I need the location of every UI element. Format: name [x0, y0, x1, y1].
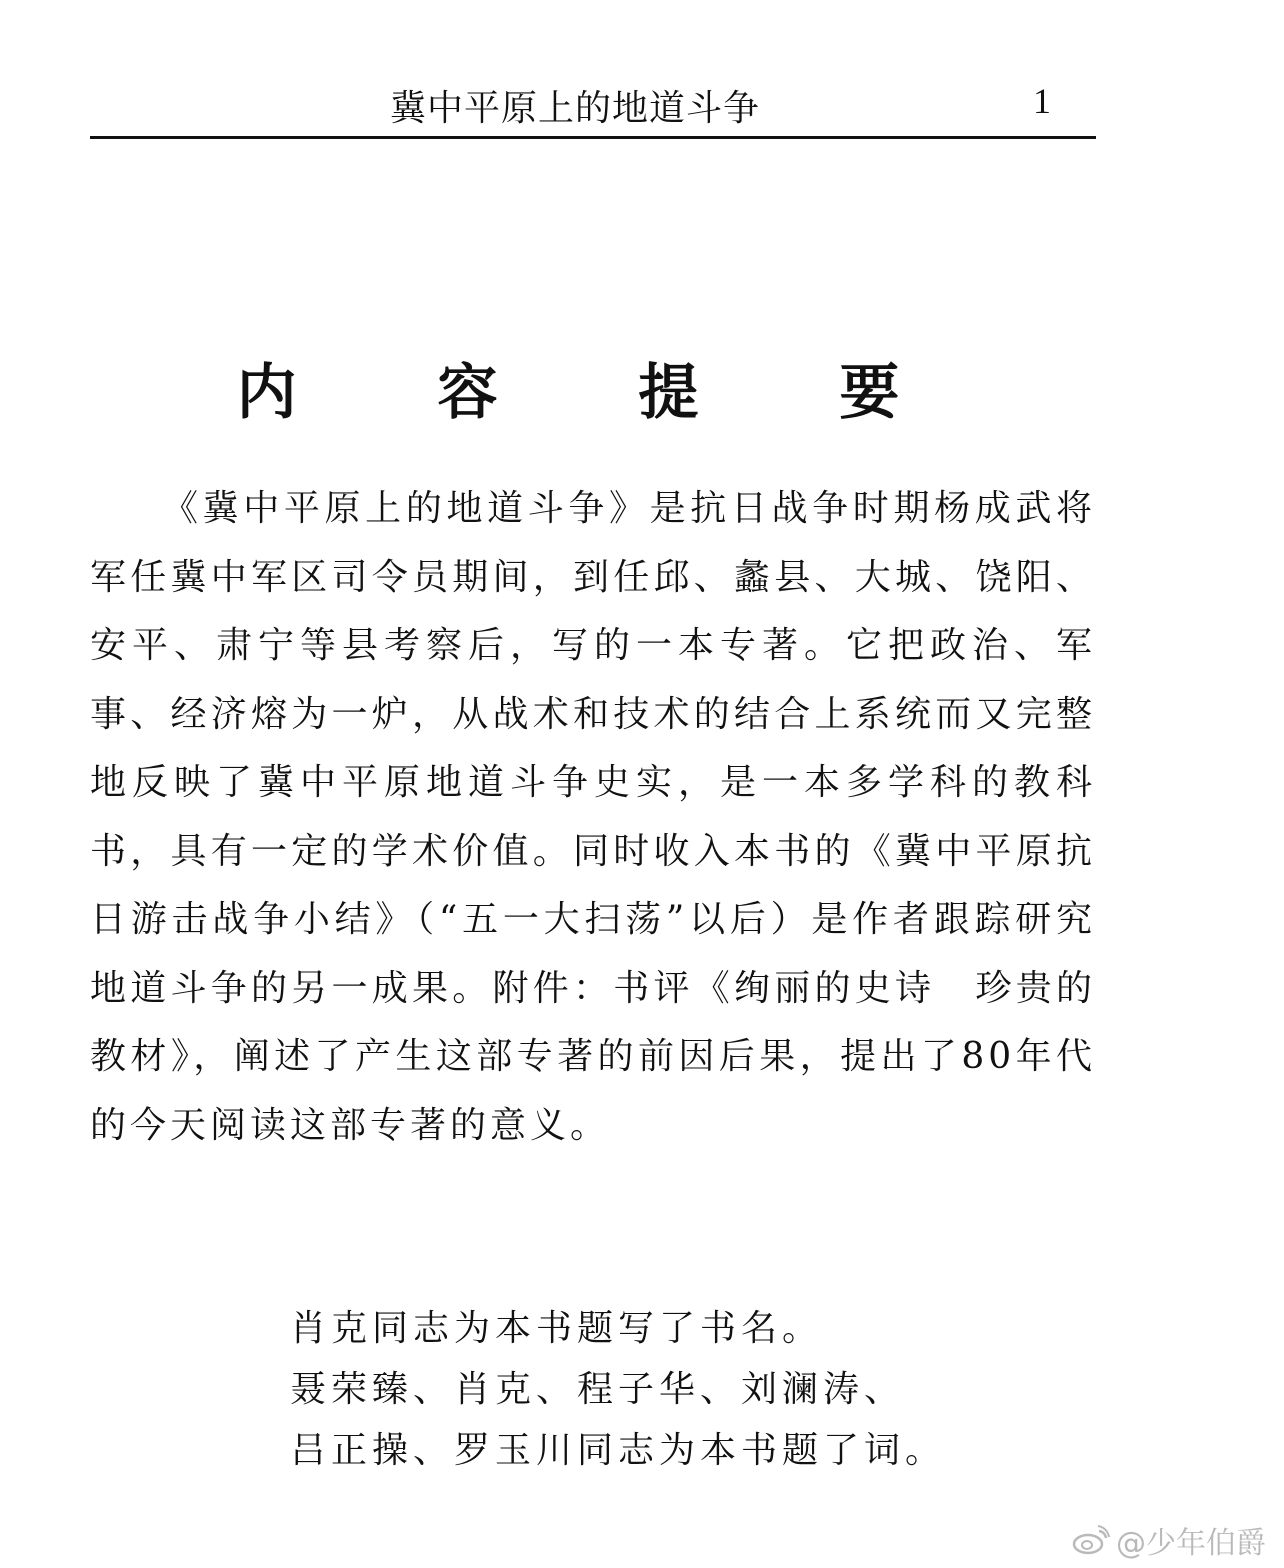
section-title: 内 容 提 要	[236, 358, 960, 428]
watermark-text: @少年伯爵	[1116, 1526, 1266, 1561]
running-title: 冀中平原上的地道斗争	[390, 88, 761, 129]
abstract-paragraph: 《冀中平原上的地道斗争》是抗日战争时期杨成武将军任冀中军区司令员期间，到任邱、蠡县、大城、饶阳、安平、肃宁等县考察后，写的一本专著。它把政治、军事、经济熔为一炉，从战术和技术的结合上系统而又完整地反映了冀中平原地道斗争史实，是一本多学科的教科书，具有一定的学术价值。同时收入本书的《冀中平原抗日游击战争小结》（“五一大扫荡”以后）是作者跟踪研究地道斗争的另一成果。附件：书评《绚丽的史诗 珍贵的教材》，阐述了产生这部专著的前因后果，提出了80年代的今天阅读这部专著的意义。	[90, 488, 1096, 1146]
weibo-icon	[1072, 1525, 1110, 1555]
note-line-inscription: 吕正操、罗玉川同志为本书题了词。	[290, 1430, 947, 1471]
note-line-title-calligraphy: 肖克同志为本书题写了书名。	[290, 1308, 824, 1349]
header-rule	[90, 136, 1096, 139]
running-header	[90, 70, 1096, 142]
credits-notes	[290, 1298, 946, 1481]
note-line-inscribers: 聂荣臻、肖克、程子华、刘澜涛、	[290, 1369, 906, 1410]
page-number: 1	[1033, 81, 1051, 121]
watermark	[1072, 1518, 1266, 1562]
